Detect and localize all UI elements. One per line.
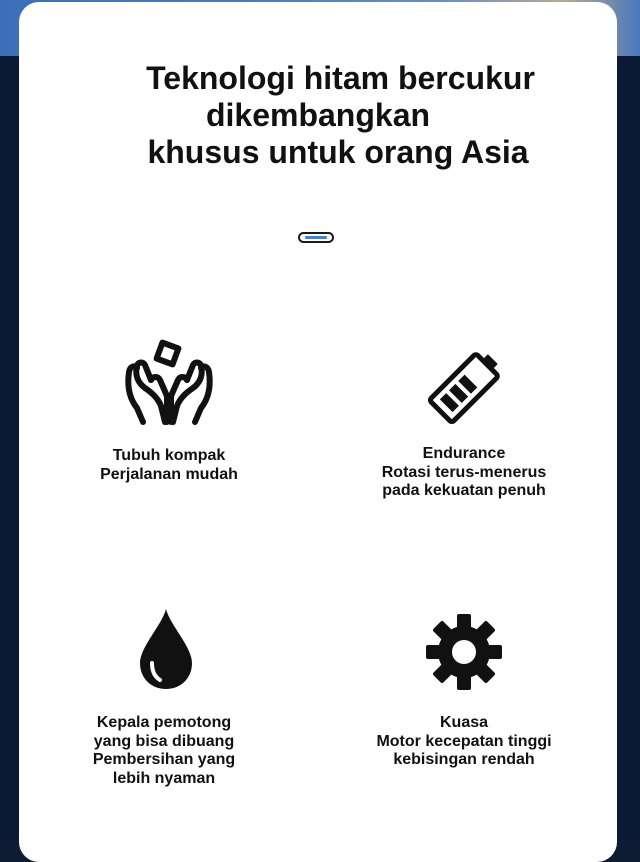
feature-line: Tubuh kompak — [112, 447, 226, 464]
feature-endurance-text — [324, 445, 604, 501]
headline — [19, 60, 617, 171]
feature-power — [324, 602, 604, 782]
hands-icon — [123, 336, 215, 428]
feature-washable — [24, 602, 304, 802]
headline-line-1: Teknologi hitam bercukur — [146, 60, 535, 96]
gear-icon — [424, 612, 504, 692]
feature-line: Kepala pemotong — [96, 714, 232, 731]
divider-pill — [298, 232, 334, 243]
feature-endurance — [324, 332, 604, 512]
feature-power-text — [324, 714, 604, 770]
feature-line: Perjalanan mudah — [100, 465, 238, 483]
feature-washable-text — [24, 714, 304, 788]
feature-card — [19, 2, 617, 862]
battery-icon — [416, 336, 516, 436]
feature-line: kebisingan rendah — [393, 751, 535, 768]
feature-line: Endurance — [422, 445, 506, 462]
feature-line: yang bisa dibuang — [93, 732, 235, 750]
feature-compact-text — [29, 447, 309, 484]
feature-line: Pembersihan yang — [92, 751, 236, 768]
water-drop-icon — [136, 607, 196, 691]
feature-line: lebih nyaman — [112, 769, 216, 787]
headline-line-2: dikembangkan — [205, 97, 431, 133]
feature-compact — [29, 332, 309, 492]
headline-line-3: khusus untuk orang Asia — [147, 134, 529, 170]
feature-line: Rotasi terus-menerus — [381, 463, 547, 481]
feature-line: Motor kecepatan tinggi — [376, 732, 552, 750]
feature-line: pada kekuatan penuh — [382, 482, 546, 499]
feature-line: Kuasa — [439, 714, 489, 731]
